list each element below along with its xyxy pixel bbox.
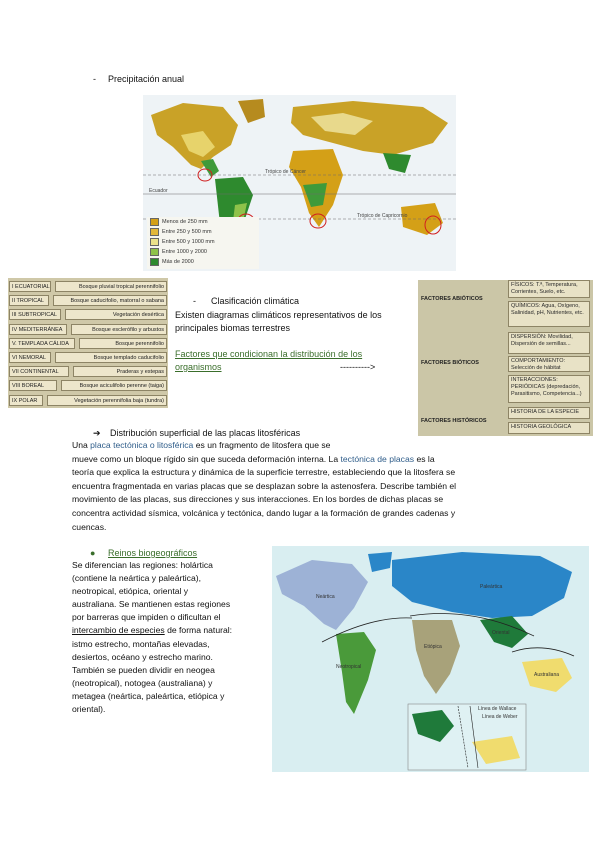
factor-item-interacciones: INTERACCIONES: PERIÓDICAS (depredación, Parasitismo, Competencia...) (508, 375, 590, 403)
biome-row (8, 351, 168, 364)
legend-swatch (150, 248, 159, 256)
placa-tectonica-link[interactable]: placa tectónica o litosférica (90, 440, 194, 450)
biome-vegetation: Bosque pluvial tropical perennifolio (55, 281, 167, 292)
neotropical-region (336, 632, 376, 714)
reinos-link[interactable]: Reinos biogeográficos (108, 548, 198, 558)
placas-arrow: ➔ (93, 428, 101, 438)
neartica-label: Neártica (316, 594, 335, 600)
biome-vegetation: Bosque caducifolio, matorral o sabana (53, 295, 167, 306)
biome-row (8, 280, 168, 293)
biome-row (8, 323, 168, 336)
placas-paragraph: Una placa tectónica o litosférica es un fragmento de litosfera que se mueve como un bloque rígido sin que suceda deformación interna. La tectónica de placas es la teoría que explica la estructura y dinámica de la superficie terrestre, estableciendo que la litosfera se encuentra fragmentada en varias placas que se desplazan sobre la astenosfera. Describe también el movimiento de las placas, sus direcciones y sus interacciones. En los bordes de dichas placas se concentra actividad sísmica, volcánica y tectónica, dando lugar a la formación de grandes cadenas y cuencas. (72, 440, 457, 532)
central-america (201, 159, 219, 177)
biome-vegetation: Praderas y estepas (73, 366, 167, 377)
precipitation-world-map (143, 95, 456, 271)
reinos-line: australiana. Se mantienen estas regiones (72, 599, 231, 610)
legend-label: Más de 2000 (162, 259, 194, 265)
reinos-line: metagea (neártica, paleártica, etiópica y (72, 690, 225, 701)
legend-swatch (150, 238, 159, 246)
legend-row (147, 247, 259, 257)
biome-zone: V. TEMPLADA CÁLIDA (9, 338, 75, 349)
legend-row (147, 217, 259, 227)
precip-title: Precipitación anual (108, 74, 185, 84)
biome-row (8, 379, 168, 392)
biome-vegetation: Bosque aciculifolio perenne (taiga) (61, 380, 167, 391)
biogeographic-regions-map (272, 546, 589, 772)
biome-row (8, 394, 168, 407)
factor-item-quimicos: QUÍMICOS: Agua, Oxígeno, Salinidad, pH, Nutrientes, etc. (508, 301, 590, 327)
greenland-shape (238, 99, 265, 123)
greenland-region (368, 552, 392, 572)
reinos-line: Se diferencian las regiones: holártica (72, 560, 213, 570)
biome-zone: VIII BOREAL (9, 380, 57, 391)
legend-label: Entre 250 y 500 mm (162, 229, 212, 235)
biomes-table (8, 278, 168, 408)
reinos-line: istmo estrecho, montañas elevadas, (72, 638, 210, 649)
legend-swatch (150, 218, 159, 226)
australiana-label: Australiana (534, 672, 560, 678)
clasif-bullet: - (193, 296, 196, 306)
tropico-cancer-label: Trópico de Cáncer (265, 169, 306, 175)
legend-swatch (150, 258, 159, 266)
wallace-label: Línea de Wallace (478, 706, 517, 712)
ecuador-label: Ecuador (149, 188, 168, 194)
reinos-line: neotropical, etiópica, oriental y (72, 586, 189, 597)
biome-zone: VI NEMORAL (9, 352, 51, 363)
reinos-line: También se pueden dividir en neogea (72, 664, 215, 675)
neotropical-label: Neotropical (336, 664, 362, 670)
etiopica-label: Etiópica (424, 644, 442, 650)
reinos-line: desiertos, océano y estrecho marino. (72, 651, 213, 662)
factor-item-comportamiento: COMPORTAMIENTO: Selección de hábitat (508, 356, 590, 372)
factor-head-abioticos: FACTORES ABIÓTICOS (421, 296, 483, 302)
biome-row (8, 337, 168, 350)
legend-label: Entre 500 y 1000 mm (162, 239, 215, 245)
biome-zone: VII CONTINENTAL (9, 366, 69, 377)
weber-label: Línea de Weber (482, 714, 518, 720)
biome-vegetation: Bosque templado caducifolio (55, 352, 167, 363)
legend-swatch (150, 228, 159, 236)
biome-row (8, 308, 168, 321)
biome-row (8, 365, 168, 378)
precip-bullet: - (93, 74, 96, 84)
precip-legend (147, 217, 259, 269)
biome-zone: I ECUATORIAL (9, 281, 51, 292)
clasif-body: Existen diagramas climáticos representativos de los principales biomas terrestres (175, 310, 382, 333)
factors-diagram (418, 280, 593, 436)
tropico-capricornio-label: Trópico de Capricornio (357, 213, 408, 219)
biome-row (8, 294, 168, 307)
etiopica-region (412, 620, 460, 694)
boundary-line-3 (512, 648, 574, 656)
biome-vegetation: Bosque esclerófilo y arbustos (71, 324, 167, 335)
factor-item-fisicos: FÍSICOS: T.ª, Temperatura, Corrientes, Suelo, etc. (508, 280, 590, 298)
biome-vegetation: Vegetación perennifolia baja (tundra) (47, 395, 167, 406)
reinos-line: (neotropical), notogea (australiana) y (72, 677, 213, 688)
biome-vegetation: Bosque perennifolio (79, 338, 167, 349)
biome-zone: III SUBTROPICAL (9, 309, 61, 320)
biome-zone: II TROPICAL (9, 295, 49, 306)
factor-item-historia-especie: HISTORIA DE LA ESPECIE (508, 407, 590, 419)
legend-row (147, 237, 259, 247)
australia-shape (401, 203, 443, 235)
legend-label: Menos de 250 mm (162, 219, 208, 225)
south-east-asia (383, 153, 411, 173)
placas-title: Distribución superficial de las placas litosféricas (110, 428, 301, 438)
paleartica-label: Paleártica (480, 584, 503, 590)
reinos-line: (contiene la neártica y paleártica), (72, 573, 201, 584)
eurasia-shape (291, 101, 448, 155)
legend-row (147, 257, 259, 267)
factor-item-historia-geologica: HISTORIA GEOLÓGICA (508, 422, 590, 434)
biome-vegetation: Vegetación desértica (65, 309, 167, 320)
factors-arrow: ----------> (340, 362, 376, 372)
legend-row (147, 227, 259, 237)
clasif-title: Clasificación climática (211, 296, 300, 306)
regions-map-svg (272, 546, 589, 772)
factors-link[interactable]: Factores que condicionan la distribución de los organismos (175, 349, 363, 372)
reinos-line: oriental). (72, 704, 106, 715)
factor-head-bioticos: FACTORES BIÓTICOS (421, 360, 479, 366)
reinos-line: por barreras que impiden o dificultan el (72, 612, 221, 623)
factor-head-historicos: FACTORES HISTÓRICOS (421, 418, 487, 424)
tectonica-placas-link[interactable]: tectónica de placas (340, 453, 415, 464)
biome-zone: IX POLAR (9, 395, 43, 406)
reinos-bullet: ● (90, 548, 96, 558)
legend-label: Entre 1000 y 2000 (162, 249, 207, 255)
biome-zone: IV MEDITERRÁNEA (9, 324, 67, 335)
intercambio-link[interactable]: intercambio de especies (72, 625, 165, 636)
reinos-paragraph (72, 559, 272, 716)
reinos-line: intercambio de especies de forma natural: (72, 625, 233, 636)
factor-item-dispersion: DISPERSIÓN: Movilidad, Dispersión de semillas... (508, 332, 590, 354)
oriental-label: Oriental (492, 630, 510, 636)
